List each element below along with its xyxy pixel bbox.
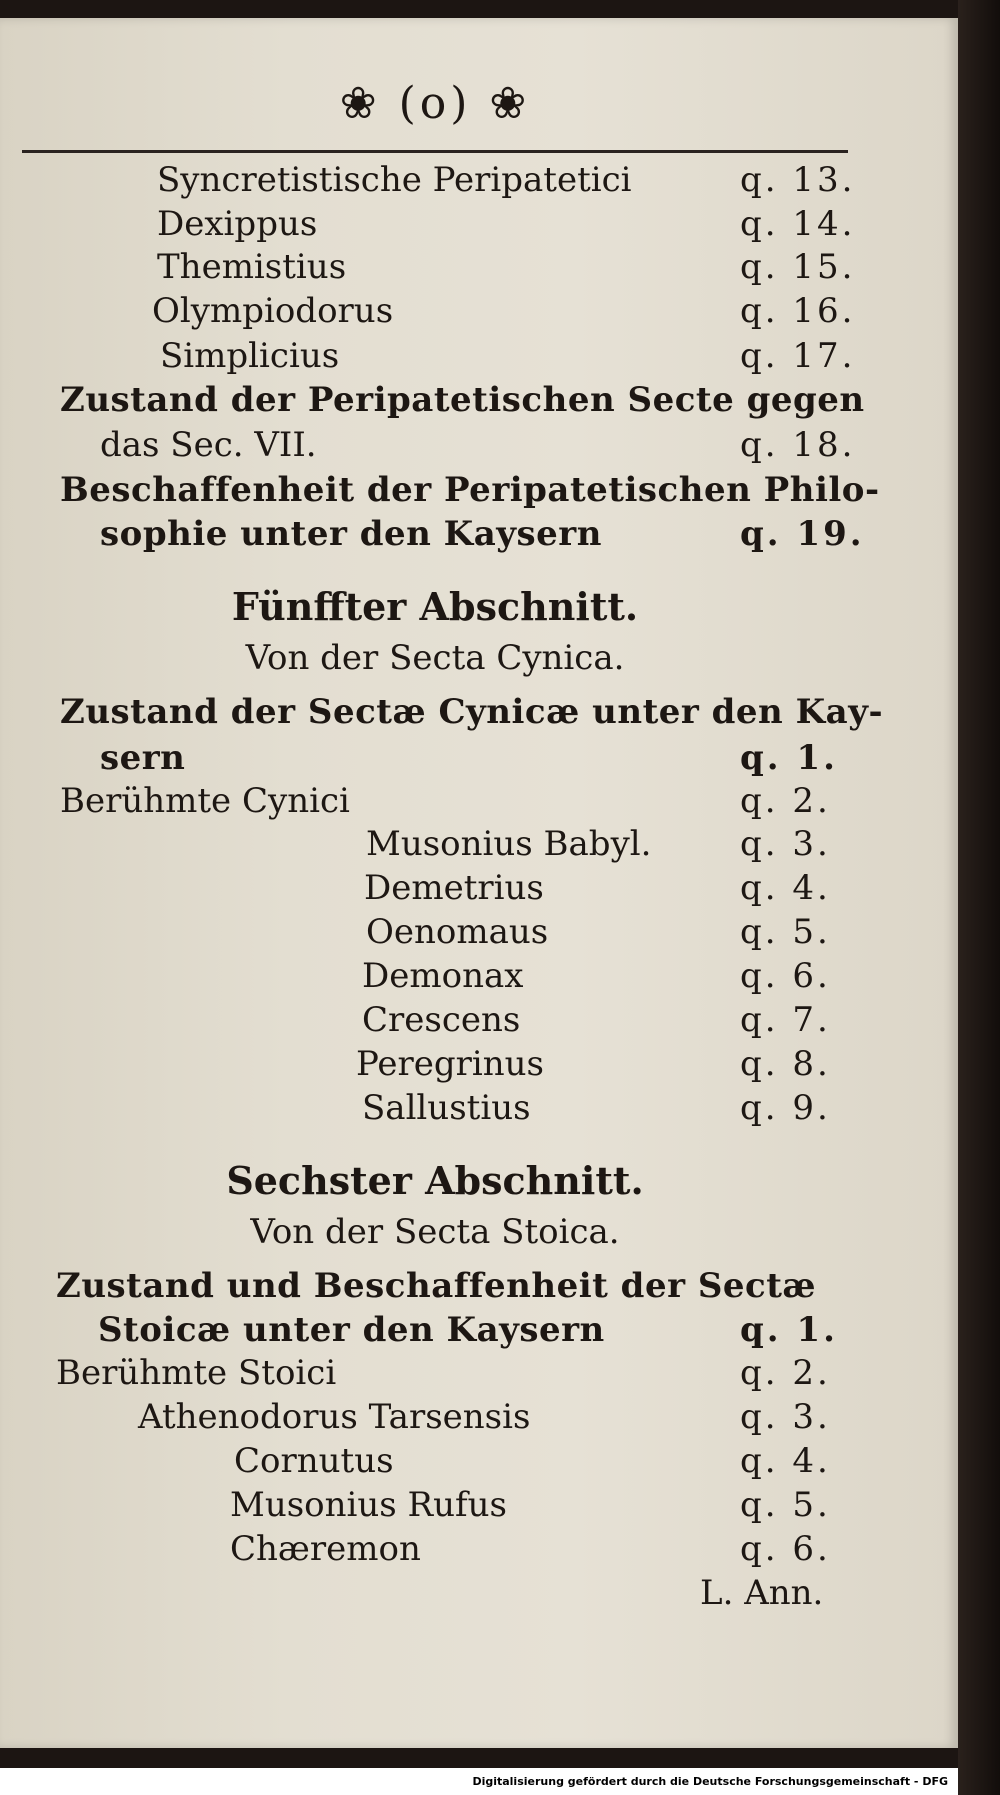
list-item: Themistius q. 15. <box>157 247 856 287</box>
catchword-row <box>0 1573 860 1617</box>
list-item: Oenomaus q. 5. <box>366 912 831 952</box>
list-item: Beschaffenheit der Peripatetischen Philo- <box>60 470 880 510</box>
list-item: Zustand der Peripatetischen Secte gegen <box>60 380 865 420</box>
list-item: Dexippus q. 14. <box>157 204 856 244</box>
list-item: Berühmte Stoici q. 2. <box>56 1353 831 1393</box>
list-item: Musonius Babyl. q. 3. <box>366 824 831 864</box>
book-page <box>0 18 958 1748</box>
list-item: Demonax q. 6. <box>362 956 831 996</box>
list-item: Athenodorus Tarsensis q. 3. <box>138 1397 831 1437</box>
section-subtitle: Von der Secta Stoica. <box>250 1212 620 1252</box>
list-item: Stoicæ unter den Kaysern q. 1. <box>98 1310 838 1350</box>
list-item: Demetrius q. 4. <box>364 868 831 908</box>
ornament-right-icon: ❀ <box>489 78 531 129</box>
list-item: Berühmte Cynici q. 2. <box>60 781 831 821</box>
section-title: Fünffter Abschnitt. <box>231 584 639 629</box>
list-item: Olympiodorus q. 16. <box>152 291 856 331</box>
list-item: sophie unter den Kaysern q. 19. <box>100 514 865 554</box>
list-item: Crescens q. 7. <box>362 1000 831 1040</box>
list-item: Musonius Rufus q. 5. <box>230 1485 831 1525</box>
list-item: Zustand und Beschaffenheit der Sectæ <box>56 1266 817 1306</box>
page-number: (o) <box>398 78 472 129</box>
ornament-left-icon: ❀ <box>339 78 381 129</box>
page-edge-shadow <box>958 0 1000 1795</box>
list-item: Zustand der Sectæ Cynicæ unter den Kay- <box>60 692 884 732</box>
section-title: Sechster Abschnitt. <box>226 1158 644 1203</box>
footer-bar <box>0 1768 958 1795</box>
footer-credit: Digitalisierung gefördert durch die Deutsche Forschungsgemeinschaft - DFG <box>472 1775 948 1788</box>
list-item: Sallustius q. 9. <box>362 1088 831 1128</box>
page-header <box>0 78 870 129</box>
list-item: das Sec. VII. q. 18. <box>100 425 856 465</box>
list-item: Chæremon q. 6. <box>230 1529 831 1569</box>
list-item: Peregrinus q. 8. <box>356 1044 831 1084</box>
catchword: L. Ann. <box>700 1573 824 1613</box>
list-item: Cornutus q. 4. <box>234 1441 831 1481</box>
header-rule <box>22 150 848 153</box>
list-item: sern q. 1. <box>100 738 838 778</box>
list-item: Syncretistische Peripatetici q. 13. <box>157 160 856 200</box>
list-item: Simplicius q. 17. <box>160 336 856 376</box>
section-subtitle: Von der Secta Cynica. <box>245 638 625 678</box>
